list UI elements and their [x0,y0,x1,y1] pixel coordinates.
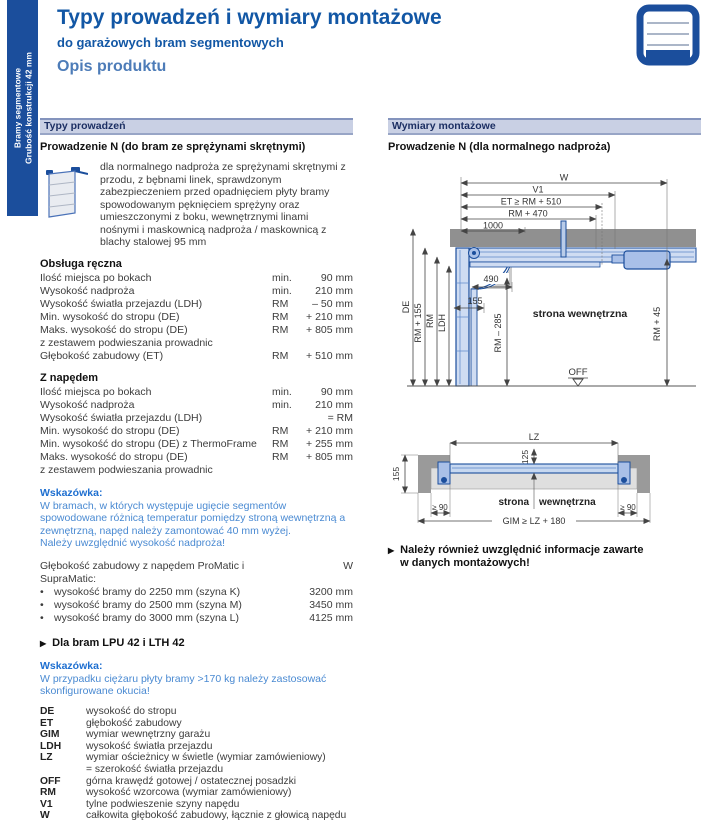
lpu-heading-row [40,637,353,650]
table-row: Wysokość nadproża min. 210 mm [40,398,353,411]
sidebar-tab [7,0,38,216]
dim-ge90-right-label: ≥ 90 [620,503,636,512]
dim-rm155-label: RM + 155 [413,303,423,343]
dim-gim-label: GIM ≥ LZ + 180 [502,516,566,526]
right-column [388,118,701,570]
depth-col-w: W [343,559,353,572]
list-item: • wysokość bramy do 3000 mm (szyna L) 4125 mm [40,611,353,624]
manual-table [40,272,353,363]
track-type-n-icon [43,161,88,223]
left-column [40,118,353,822]
note1-title: Wskazówka: [40,486,103,499]
dim-490-label: 490 [483,274,499,284]
dim-155-label: 155 [467,296,483,306]
inside-label: strona wewnętrzna [532,308,628,320]
mounting-diagram-side-view [388,171,701,406]
floor-level-icon [573,379,583,386]
depth-heading-row [40,560,353,586]
bullet-icon: • [40,585,44,598]
legend-row: ET głębokość zabudowy [40,717,182,729]
powered-table [40,386,353,477]
legend-row: LZ wymiar ościeżnicy w świetle (wymiar zamówieniowy) [40,752,326,764]
dim-ge90-left-label: ≥ 90 [432,503,448,512]
dim-et-label: ET ≥ RM + 510 [500,196,562,207]
table-row: Głębokość zabudowy (ET) RM + 510 mm [40,349,353,362]
note2-title: Wskazówka: [40,659,103,672]
table-row: z zestawem podwieszania prowadnic [40,336,213,349]
legend-row: DE wysokość do stropu [40,706,177,718]
table-row: Ilość miejsca po bokach min. 90 mm [40,385,353,398]
dim-ldh-label: LDH [437,313,447,333]
table-row: Wysokość światła przejazdu (LDH) = RM [40,411,353,424]
page-subtitle: do garażowych bram segmentowych [57,35,284,50]
mounting-note-line2: w danych montażowych! [400,557,530,569]
manual-title: Obsługa ręczna [40,257,122,270]
dim-rm285-label: RM – 285 [493,313,503,353]
dim-rm-label: RM [425,314,435,328]
dim-rm470-label: RM + 470 [508,208,548,219]
dim-de-label: DE [401,300,411,314]
dim-w-label: W [559,172,569,183]
note1-body2: Należy uwzględnić wysokość nadproża! [40,537,226,550]
note1-body: W bramach, w których występuje ugięcie segmentów spowodowane różnicą temperatur pomiędzy stroną wewnętrzną a zewnętrzną, napęd należy zamontować 40 mm wyżej. [40,499,346,537]
page-title: Typy prowadzeń i wymiary montażowe [57,6,442,29]
left-section-bar: Typy prowadzeń [40,118,353,135]
legend-row: GIM wymiar wewnętrzny garażu [40,729,211,741]
legend-row: LDH wysokość światła przejazdu [40,740,213,752]
depth-heading: Głębokość zabudowy z napędem ProMatic i SupraMatic: [40,559,245,585]
table-row: Min. wysokość do stropu (DE) RM + 210 mm [40,310,353,323]
dim-125-label: 125 [520,449,530,465]
intro-paragraph: dla normalnego nadproża ze sprężynami skrętnymi z przodu, z bębnami linek, sprawdzonym zabezpieczeniem przed opadnięciem płyty bramy spowodowanym pęknięciem sprężyny oraz umieszczonymi z boku, wewnętrznymi linami nośnymi i maskownicą nadproża / maskownicą z blachy stalowej 95 mm [100,161,346,248]
list-item: • wysokość bramy do 2250 mm (szyna K) 3200 mm [40,585,353,598]
dim-rm45-label: RM + 45 [652,306,662,342]
depth-section [40,560,353,625]
intro-row [40,161,353,249]
powered-title: Z napędem [40,371,99,384]
mounting-diagram-plan-view [388,431,701,527]
left-subheading: Prowadzenie N (do bram ze sprężynami skrętnymi) [40,141,306,153]
note2-body: W przypadku ciężaru płyty bramy >170 kg należy zastosować skonfigurowane okucia! [40,672,327,698]
sidebar-label [7,0,38,216]
door-leaf [450,464,618,473]
inside-label-1: strona [498,497,529,508]
ceiling-suspension [561,221,566,257]
sidebar-line2: Grubość konstrukcji 42 mm [22,52,33,164]
operator-head [624,251,670,269]
legend-row: V1 tylne podwieszenie szyny napędu [40,798,240,810]
table-row: Wysokość nadproża min. 210 mm [40,284,353,297]
legend-row: = szerokość światła przejazdu [86,764,224,776]
table-row: Ilość miejsca po bokach min. 90 mm [40,271,353,284]
section-title: Opis produktu [57,58,167,75]
sidebar-line1: Bramy segmentowe [11,67,22,149]
dim-v1-label: V1 [532,184,544,195]
ceiling [450,229,696,247]
table-row: z zestawem podwieszania prowadnic [40,463,213,476]
bullet-icon: • [40,598,44,611]
sectional-door-logo-icon [636,4,700,70]
legend-row: RM wysokość wzorcowa (wymiar zamówieniowy) [40,787,292,799]
table-row: Min. wysokość do stropu (DE) z ThermoFrame RM + 255 mm [40,437,353,450]
off-label: OFF [568,367,588,378]
legend-row: W całkowita głębokość zabudowy, łącznie z głowicą napędu [40,810,347,822]
pointer-icon: ▶ [388,546,395,555]
legend [40,706,353,822]
logo-bottom-bar [646,50,690,62]
legend-row: OFF górna krawędź gotowej / ostatecznej posadzki [40,775,297,787]
inside-label-2: wewnętrzna [539,497,596,508]
pointer-icon: ▶ [40,638,47,648]
table-row: Wysokość światła przejazdu (LDH) RM – 50 mm [40,297,353,310]
table-row: Maks. wysokość do stropu (DE) RM + 805 mm [40,450,353,463]
list-item: • wysokość bramy do 2500 mm (szyna M) 3450 mm [40,598,353,611]
table-row: Maks. wysokość do stropu (DE) RM + 805 mm [40,323,353,336]
right-subheading: Prowadzenie N (dla normalnego nadproża) [388,141,611,153]
right-section-bar: Wymiary montażowe [388,118,701,135]
table-row: Min. wysokość do stropu (DE) RM + 210 mm [40,424,353,437]
dim-lz-label: LZ [528,432,540,442]
mounting-note [388,544,701,570]
bullet-icon: • [40,611,44,624]
dim-1000-label: 1000 [482,220,504,231]
mounting-note-line1: Należy również uwzględnić informacje zawarte [400,544,644,556]
dim-155-wall-label: 155 [391,466,401,482]
lpu-heading: Dla bram LPU 42 i LTH 42 [52,636,185,649]
